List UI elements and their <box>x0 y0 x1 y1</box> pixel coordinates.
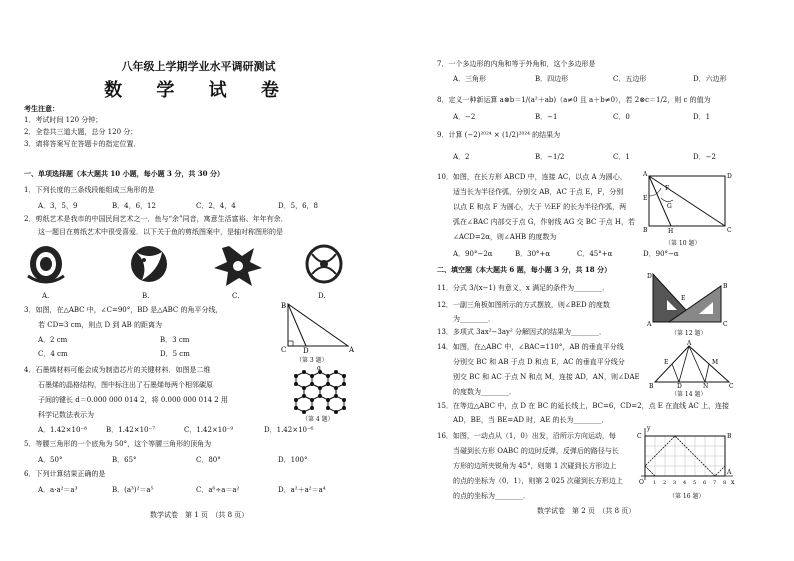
q14-triangle-figure <box>649 340 735 388</box>
q14-stem-line3: 别交 BC 和 AC 于点 N 和点 M，连接 AD，AN，则∠DAE <box>453 373 640 381</box>
q10-caption: （第 10 题） <box>665 240 701 247</box>
q14-label-e: E <box>664 359 669 366</box>
exam-title: 八年级上学期学业水平调研测试 <box>121 60 276 73</box>
q10-option-d: D．90°−α <box>643 250 679 258</box>
notice-3: 3．请将答案写在答题卡的指定位置． <box>24 140 141 148</box>
q10-option-a: A．90°−2α <box>453 250 493 258</box>
q14-stem-line1: 14．如图，在△ABC 中，∠BAC=110°，AB 的垂直平分线 <box>437 343 624 351</box>
q16-axis-y: y <box>647 425 651 432</box>
q16-tick-7: 7 <box>713 480 717 486</box>
q3-option-c: C．4 cm <box>38 350 68 358</box>
notice-1: 1．考试时间 120 分钟； <box>24 116 103 124</box>
q3-caption: （第 3 题） <box>296 357 328 364</box>
q9-option-c: C．1 <box>613 153 630 161</box>
q4-graphene-figure <box>284 366 358 414</box>
q16-label-b: B <box>727 433 732 440</box>
page-2 <box>397 0 794 561</box>
q8-option-a: A．−2 <box>453 113 476 121</box>
q7-option-d: D．六边形 <box>693 75 727 83</box>
q3-option-a: A．2 cm <box>38 336 68 344</box>
q2-option-c: C. <box>232 292 240 300</box>
q3-option-b: B．3 cm <box>160 336 190 344</box>
papercut-c-icon <box>214 246 262 286</box>
q10-label-a: A <box>643 171 648 178</box>
q16-label-a: A <box>727 469 732 476</box>
q16-stem-line5: 的点的坐标为________． <box>453 492 530 500</box>
q3-triangle-figure <box>278 300 358 354</box>
q1-option-d: D．5，6，8 <box>278 202 318 210</box>
q3-stem-line2: 若 CD=3 cm，则点 D 到 AB 的距离为 <box>38 321 163 329</box>
q10-label-c: C <box>727 227 732 234</box>
q12-stem-line2: 为________． <box>453 315 495 323</box>
q16-label-c: C <box>637 433 642 440</box>
q7-option-c: C．五边形 <box>613 75 647 83</box>
q14-stem-line2: 分别交 BC 和 AB 于点 D 和点 E，AC 的垂直平分线分 <box>453 358 625 366</box>
q16-tick-2: 2 <box>663 480 667 486</box>
q10-rectangle-figure <box>643 170 733 236</box>
q9-option-d: D．−2 <box>693 153 716 161</box>
papercut-d-icon <box>307 246 341 282</box>
q16-tick-5: 5 <box>693 480 697 486</box>
q10-option-b: B．30°+α <box>515 250 551 258</box>
q7-option-b: B．四边形 <box>535 75 569 83</box>
q6-option-d: D．a²＋a²＝a⁴ <box>278 486 326 494</box>
q6-option-c: C．a⁶÷a＝a² <box>196 486 240 494</box>
page-1-footer: 数学试卷 第 1 页 （共 8 页） <box>150 511 249 519</box>
q16-label-o: O <box>639 479 644 486</box>
q4-label-d: d <box>317 366 321 372</box>
q10-stem-line3: 以点 E 和点 F 为圆心，大于 ½EF 的长为半径作弧，两 <box>453 203 627 211</box>
q16-tick-4: 4 <box>683 480 687 486</box>
q16-grid-figure <box>635 424 739 490</box>
q7-stem: 7．一个多边形的内角和等于外角和，这个多边形是 <box>437 60 596 68</box>
q10-label-g: G <box>667 203 672 210</box>
notice-2: 2．全卷共三道大题，总分 120 分； <box>24 128 138 136</box>
q10-label-d: D <box>727 173 732 180</box>
q14-label-a: A <box>687 340 692 347</box>
notice-title: 考生注意： <box>24 104 59 113</box>
papercut-a-icon <box>28 246 64 282</box>
q6-stem: 6．下列计算结果正确的是 <box>24 470 106 478</box>
q11-stem: 11．分式 3/(x−1) 有意义，x 满足的条件为________． <box>437 284 610 292</box>
q12-label-e: E <box>681 295 686 302</box>
q10-label-e: E <box>643 195 648 202</box>
q1-option-a: A．3，5，9 <box>38 202 78 210</box>
q14-label-b: B <box>649 383 654 388</box>
q16-tick-8: 8 <box>723 480 727 486</box>
q1-option-b: B．4，6，12 <box>112 202 156 210</box>
q16-stem-line1: 16．如图，一动点从（1，0）出发，沿所示方向运动，每 <box>437 432 616 440</box>
q2-stem-line1: 2．剪纸艺术是我市的中国民间艺术之一．鱼与“余”同音，寓意生活富裕、年年有余． <box>24 215 288 223</box>
q16-axis-x: x <box>731 479 735 486</box>
q14-label-m: M <box>712 359 719 366</box>
q10-option-c: C．45°+α <box>577 250 613 258</box>
q4-option-a: A．1.42×10⁻⁸ <box>38 426 87 434</box>
q4-option-d: D．1.42×10⁻⁶ <box>264 426 314 434</box>
q15-stem-line2: AD，BE，当 BE=AD 时，AE 的长为________． <box>453 416 609 424</box>
q16-stem-line2: 当碰到长方形 OABC 的边时反弹，反弹后的路径与长 <box>453 447 619 455</box>
q2-papercut-images <box>24 240 364 292</box>
q8-option-b: B．−1 <box>535 113 558 121</box>
q3-stem-line1: 3．如图，在△ABC 中，∠C=90°，BD 是△ABC 的角平分线， <box>24 306 223 314</box>
q8-option-d: D．1 <box>693 113 711 121</box>
q9-stem: 9．计算 (−2)²⁰²⁴ × (1/2)²⁰²⁴ 的结果为 <box>437 131 561 139</box>
q9-option-b: B．−1/2 <box>535 153 565 161</box>
q5-option-d: D．100° <box>278 456 308 464</box>
q16-tick-6: 6 <box>703 480 707 486</box>
q15-stem-line1: 15．在等边△ABC 中，点 D 在 BC 的延长线上，BC=6，CD=2，点 E 在直线 AC 上，连接 <box>437 402 729 410</box>
q16-tick-1: 1 <box>653 480 657 486</box>
q12-label-b: B <box>723 283 728 290</box>
q10-stem-line2: 适当长为半径作弧，分别交 AB，AC 于点 E，F，分别 <box>453 188 624 196</box>
q14-stem-line4: 的度数为________． <box>453 388 516 396</box>
q5-option-b: B．65° <box>112 456 137 464</box>
q3-label-a: A <box>349 346 355 354</box>
q4-stem-line3: 子间的键长 d＝0.000 000 014 2，将 0.000 000 014 2 用 <box>38 396 228 404</box>
section-2-heading: 二、填空题（本大题共 6 题，每小题 3 分，共 18 分） <box>437 265 612 274</box>
q14-label-c: C <box>729 383 734 388</box>
q14-label-d: D <box>677 383 682 388</box>
q12-label-d: D <box>647 273 652 280</box>
q4-stem-line2: 石墨烯的晶格结构，图中标注出了石墨烯每两个相邻碳原 <box>38 381 213 389</box>
q10-stem-line5: ∠ACD=2α，则∠AHB 的度数为 <box>453 233 557 241</box>
q13-stem: 13．多项式 3ax²−3ay² 分解因式的结果为________． <box>437 328 606 336</box>
q2-option-d: D. <box>318 292 326 300</box>
q12-set-squares-figure <box>647 270 733 326</box>
q5-stem: 5．等腰三角形的一个底角为 50°，这个等腰三角形的顶角为 <box>24 440 212 448</box>
q10-stem-line4: 弧在∠BAC 内部交于点 G，作射线 AG 交 BC 于点 H，若 <box>453 218 635 226</box>
q14-label-n: N <box>703 383 709 388</box>
q8-option-c: C．0 <box>613 113 630 121</box>
q1-option-c: C．2，4，4 <box>196 202 236 210</box>
q8-stem: 8．定义一种新运算 a⊗b＝1/(a²＋ab)（a≠0 且 a＋b≠0），若 2⊗c＝1/2，则 c 的值为 <box>437 96 711 104</box>
q4-stem-line4: 科学记数法表示为 <box>38 411 94 419</box>
q14-caption: （第 14 题） <box>671 391 707 398</box>
q2-stem-line2: 这一题目在剪纸艺术中很受喜爱．以下关于鱼的剪纸图案中，是轴对称图形的是 <box>38 228 283 236</box>
q16-caption: （第 16 题） <box>669 493 705 500</box>
q12-label-a: A <box>647 321 652 326</box>
q12-caption: （第 12 题） <box>671 330 707 337</box>
q12-stem-line1: 12．一副三角板如图所示的方式摆放，则∠BED 的度数 <box>437 301 610 309</box>
q6-option-b: B．(a³)²＝a⁵ <box>112 486 154 494</box>
exam-subtitle: 数 学 试 卷 <box>104 80 293 101</box>
q4-caption: （第 4 题） <box>302 416 334 423</box>
q16-stem-line4: 的点的坐标为（0，1），则第 2 025 次碰到长方形边上 <box>453 477 623 485</box>
q16-tick-3: 3 <box>673 480 677 486</box>
q1-stem: 1．下列长度的三条线段能组成三角形的是 <box>24 186 155 194</box>
page-2-footer: 数学试卷 第 2 页 （共 8 页） <box>537 507 636 515</box>
q7-option-a: A．三角形 <box>453 75 487 83</box>
section-1-heading: 一、单项选择题（本大题共 10 小题，每小题 3 分，共 30 分） <box>24 169 224 178</box>
q3-label-c: C <box>281 346 287 354</box>
q9-option-a: A．2 <box>453 153 470 161</box>
q6-option-a: A．a·a²＝a³ <box>38 486 78 494</box>
q2-option-a: A. <box>42 292 50 300</box>
q3-option-d: D．5 cm <box>160 350 190 358</box>
q2-option-b: B. <box>142 292 150 300</box>
q4-option-c: C．1.42×10⁻⁹ <box>184 426 234 434</box>
q4-stem-line1: 4．石墨烯材料可能会成为制造芯片的关键材料．如图是二维 <box>24 366 211 374</box>
q10-label-f: F <box>665 185 670 192</box>
papercut-b-icon <box>131 246 167 282</box>
q5-option-a: A．50° <box>38 456 63 464</box>
q3-label-d: D <box>303 347 309 354</box>
q10-stem-line1: 10．如图，在长方形 ABCD 中，连接 AC，以点 A 为圆心， <box>437 173 627 181</box>
q4-option-b: B．1.42×10⁻⁷ <box>106 426 156 434</box>
q10-label-h: H <box>668 228 674 235</box>
q12-label-c: C <box>723 321 728 326</box>
q16-stem-line3: 方形的边所夹锐角为 45°，则第 1 次碰到长方形边上 <box>453 462 617 470</box>
q5-option-c: C．80° <box>196 456 221 464</box>
q10-label-b: B <box>643 227 648 234</box>
q3-label-b: B <box>281 302 287 310</box>
